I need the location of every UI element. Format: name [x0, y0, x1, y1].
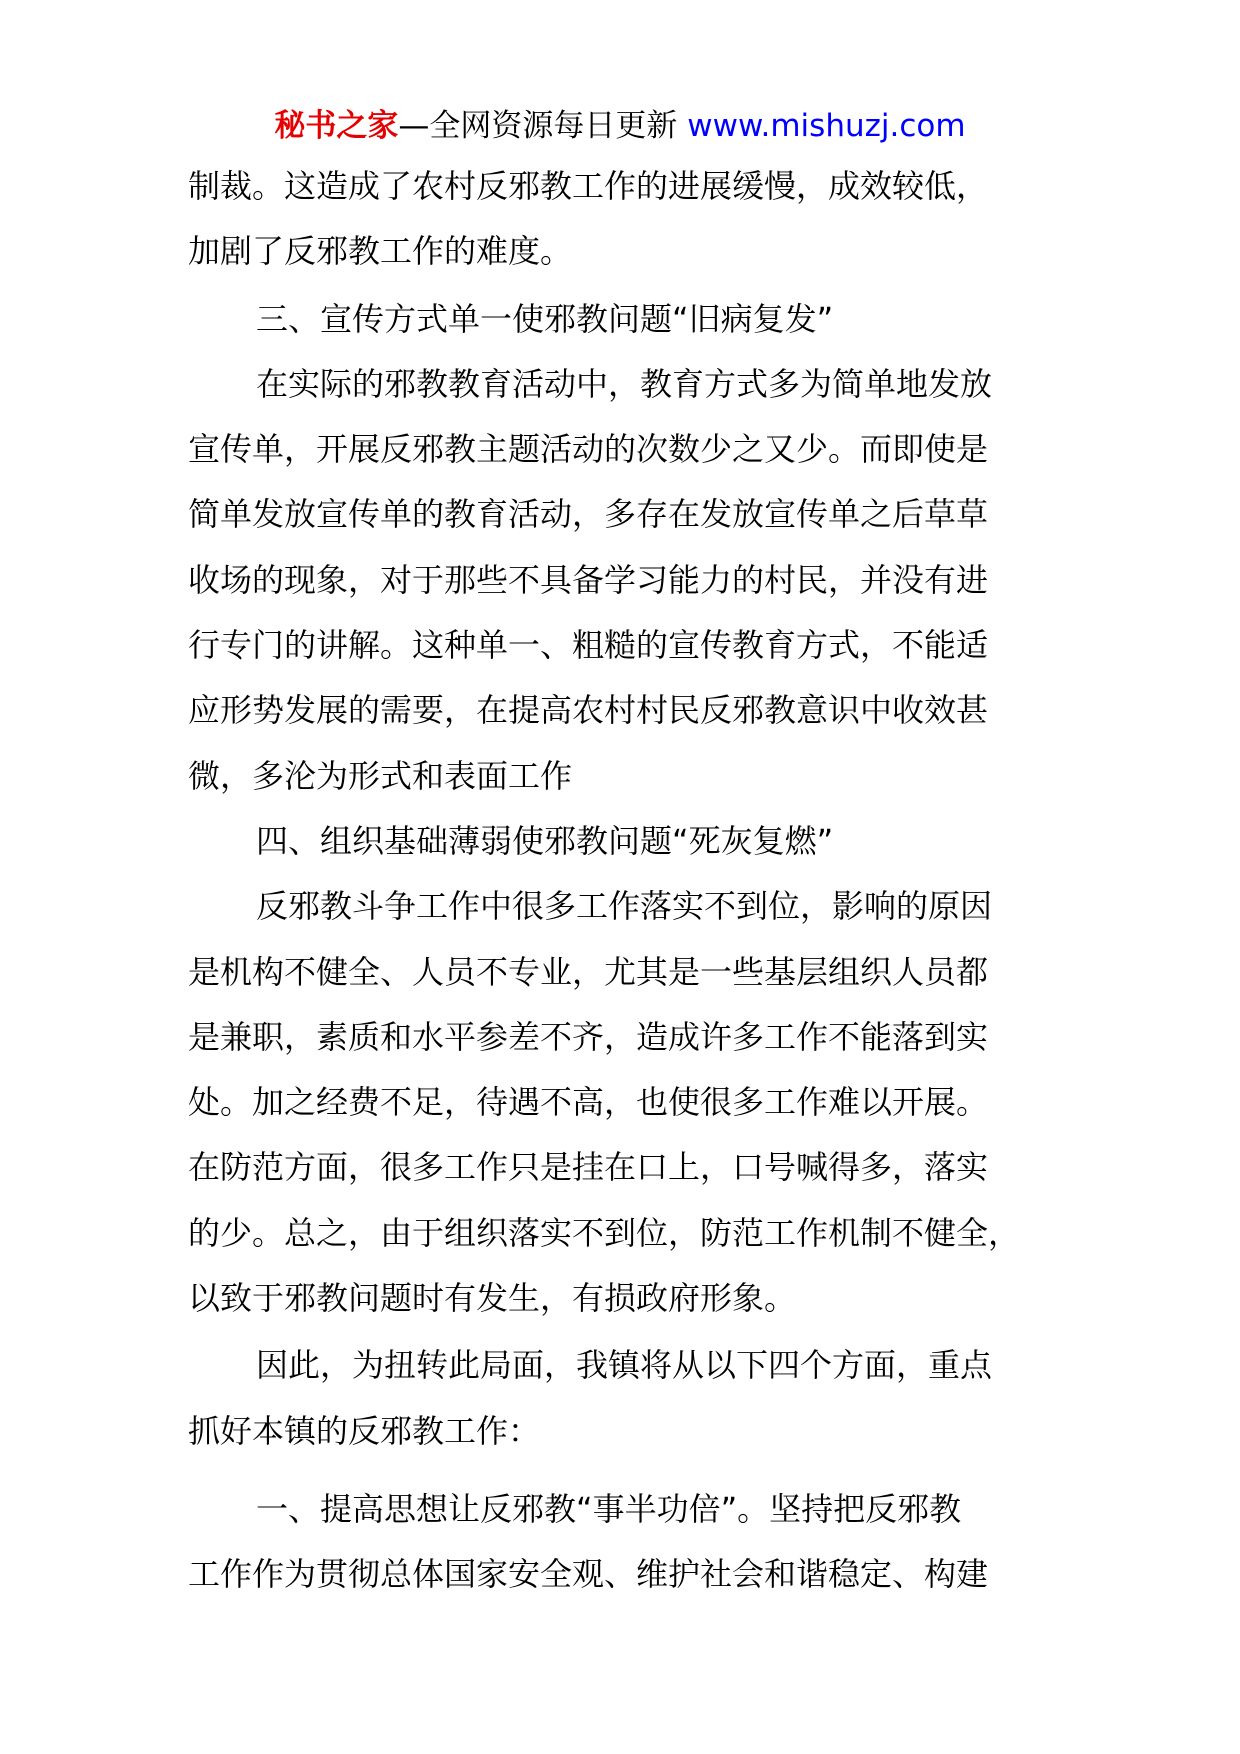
- paragraph-line: 宣传单，开展反邪教主题活动的次数少之又少。而即使是: [188, 430, 989, 469]
- paragraph-line: 行专门的讲解。这种单一、粗糙的宣传教育方式，不能适: [188, 626, 989, 665]
- paragraph-line: 微，多沦为形式和表面工作: [188, 756, 573, 795]
- paragraph-line: 简单发放宣传单的教育活动，多存在发放宣传单之后草草: [188, 495, 989, 534]
- site-url-link[interactable]: www.mishuzj.com: [687, 108, 966, 144]
- paragraph-line: 抓好本镇的反邪教工作：: [188, 1411, 541, 1450]
- section-heading-3: 三、宣传方式单一使邪教问题“旧病复发”: [256, 299, 834, 338]
- paragraph-line: 处。加之经费不足，待遇不高，也使很多工作难以开展。: [188, 1083, 989, 1122]
- paragraph-line: 反邪教斗争工作中很多工作落实不到位，影响的原因: [256, 887, 993, 926]
- document-body: [188, 154, 1068, 1608]
- paragraph-line: 收场的现象，对于那些不具备学习能力的村民，并没有进: [188, 560, 989, 599]
- paragraph-line: 是兼职，素质和水平参差不齐，造成许多工作不能落到实: [188, 1017, 989, 1056]
- paragraph-line: 的少。总之，由于组织落实不到位，防范工作机制不健全，: [188, 1213, 1021, 1252]
- paragraph-line: 工作作为贯彻总体国家安全观、维护社会和谐稳定、构建: [188, 1555, 989, 1594]
- paragraph-line: 是机构不健全、人员不专业，尤其是一些基层组织人员都: [188, 952, 989, 991]
- site-name: 秘书之家: [274, 108, 399, 144]
- paragraph-line: 应形势发展的需要，在提高农村村民反邪教意识中收效甚: [188, 691, 989, 730]
- paragraph-line: 加剧了反邪教工作的难度。: [188, 232, 573, 271]
- paragraph-line: 制裁。这造成了农村反邪教工作的进展缓慢，成效较低，: [188, 167, 989, 205]
- paragraph-line: 以致于邪教问题时有发生，有损政府形象。: [188, 1279, 797, 1318]
- paragraph-line: 在实际的邪教教育活动中，教育方式多为简单地发放: [256, 364, 993, 403]
- section-heading-4: 四、组织基础薄弱使邪教问题“死灰复燃”: [256, 821, 834, 860]
- paragraph-line: 在防范方面，很多工作只是挂在口上，口号喊得多，落实: [188, 1148, 989, 1187]
- site-tagline: —全网资源每日更新: [398, 108, 688, 144]
- section-heading-1: 一、提高思想让反邪教“事半功倍”。坚持把反邪教: [256, 1489, 962, 1528]
- page-header: [0, 96, 1240, 156]
- paragraph-line: 因此，为扭转此局面，我镇将从以下四个方面，重点: [256, 1346, 993, 1385]
